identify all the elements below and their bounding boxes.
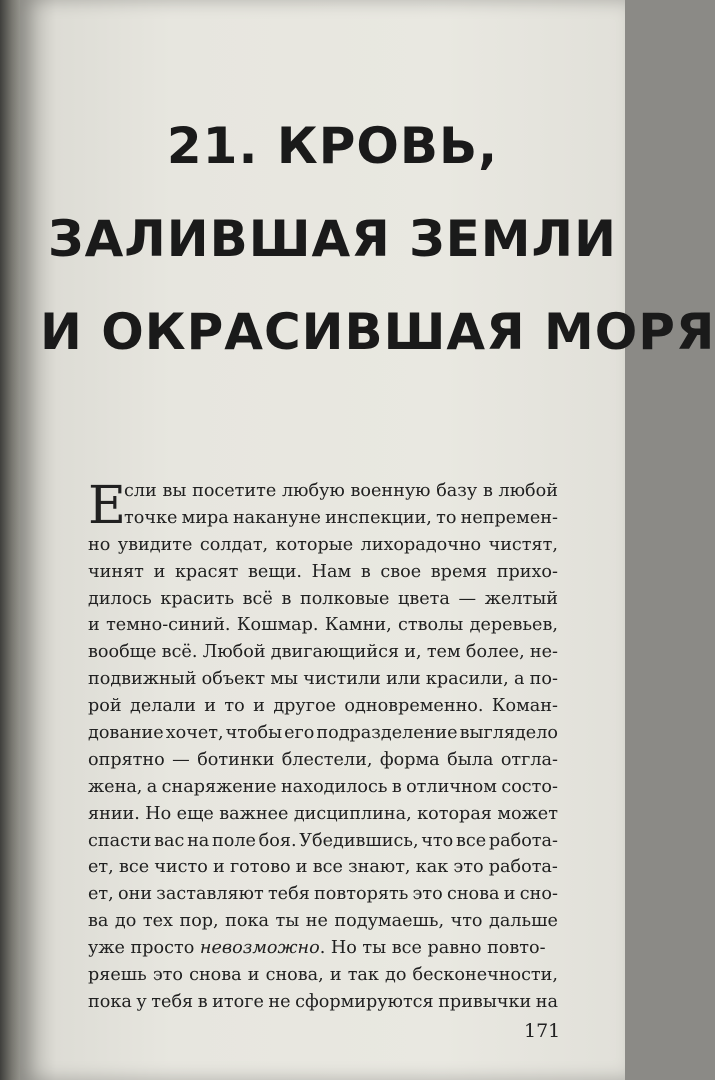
word: на (187, 830, 210, 851)
word: в (197, 991, 208, 1012)
chapter-title (40, 100, 715, 379)
text-line (88, 666, 558, 693)
word: и (204, 696, 216, 717)
word: тебя (151, 991, 194, 1012)
word: все (118, 857, 150, 878)
word: отгла- (500, 749, 558, 770)
word: у (136, 991, 147, 1012)
text-line (88, 559, 558, 586)
word: цвета (398, 588, 450, 609)
word: Но (145, 803, 172, 824)
word: тебя (267, 884, 310, 905)
word: работа- (488, 857, 558, 878)
word: привычки (438, 991, 532, 1012)
word: военную (350, 481, 431, 501)
word: бесконечности, (412, 965, 558, 986)
word: а (146, 776, 158, 797)
word: боя. (258, 830, 297, 851)
word: в (360, 561, 371, 582)
text-line (88, 532, 558, 559)
word: ботинки (197, 749, 275, 770)
text-line (88, 747, 558, 774)
word: хочет, (165, 723, 224, 744)
word: находилось (280, 776, 388, 797)
word: ва (88, 911, 109, 932)
word: это (152, 965, 183, 986)
word: все (455, 830, 487, 851)
word: полковые (299, 588, 390, 609)
word: всё. (161, 642, 198, 663)
word: это (412, 884, 443, 905)
word: и, (404, 642, 422, 663)
word: делали (130, 696, 196, 717)
text-line (88, 693, 558, 720)
word: поле (212, 830, 256, 851)
page-number: 171 (524, 1020, 561, 1042)
text-line-with-emphasis (88, 935, 558, 962)
text-line (88, 612, 558, 639)
word: в (391, 776, 402, 797)
word: так (347, 965, 379, 986)
word: Нам (311, 561, 352, 582)
word: форма (379, 749, 440, 770)
drop-cap: Е (88, 476, 126, 536)
word: красили, (425, 669, 509, 690)
word: важнее (219, 803, 289, 824)
word: — (172, 749, 190, 770)
word: как (415, 857, 449, 878)
word: мы (270, 669, 299, 690)
word: подразделение (316, 723, 458, 744)
word: была (447, 749, 494, 770)
text-segment: уже просто (88, 938, 200, 959)
word: деревьев, (469, 615, 558, 636)
word: дование (88, 723, 164, 744)
word: чинят (88, 561, 144, 582)
word: снаряжение (161, 776, 277, 797)
word: — (458, 588, 477, 609)
word: в (482, 481, 493, 501)
word: до (114, 911, 137, 932)
chapter-title-line: 21. КРОВЬ, (166, 117, 499, 175)
word: которые (275, 534, 354, 555)
word: что (421, 830, 454, 851)
word: готово (229, 857, 291, 878)
word: сли (124, 481, 157, 501)
word: может (497, 803, 558, 824)
word: посетите (192, 481, 277, 501)
word: базу (436, 481, 478, 501)
word: стволы (398, 615, 464, 636)
text-line (88, 639, 558, 666)
word: вы (162, 481, 187, 501)
word: что (450, 911, 483, 932)
word: отличном (406, 776, 497, 797)
word: пор, (179, 911, 219, 932)
word: темно-синий. (106, 615, 231, 636)
word: чтобы (225, 723, 283, 744)
word: любую (282, 481, 345, 501)
word: точке (124, 507, 178, 528)
word: красят (174, 561, 239, 582)
word: на (535, 991, 558, 1012)
word: опрятно (88, 749, 165, 770)
text-line (88, 908, 558, 935)
word: пока (88, 991, 132, 1012)
word: Камни, (324, 615, 392, 636)
text-line (88, 586, 558, 613)
word: тех (142, 911, 173, 932)
body-text (88, 478, 558, 1016)
word: вас (154, 830, 185, 851)
word: состо- (501, 776, 558, 797)
word: и (247, 965, 260, 986)
word: янии. (88, 803, 140, 824)
word: тем (426, 642, 461, 663)
word: накануне (232, 507, 321, 528)
word: Любой (202, 642, 266, 663)
text-line (88, 828, 558, 855)
word: желтый (484, 588, 558, 609)
word: выглядело (459, 723, 558, 744)
word: дилось (88, 588, 152, 609)
word: и (329, 965, 342, 986)
word: вещи. (248, 561, 303, 582)
word: пока (225, 911, 269, 932)
word: снова (446, 884, 500, 905)
text-line (88, 720, 558, 747)
text-line (88, 989, 558, 1016)
word: красить (160, 588, 235, 609)
word: Коман- (491, 696, 558, 717)
word: не (268, 991, 291, 1012)
word: мира (181, 507, 229, 528)
word: повторять (314, 884, 409, 905)
word: свое (380, 561, 422, 582)
word: знают, (348, 857, 411, 878)
word: итоге (212, 991, 264, 1012)
word: и (88, 615, 100, 636)
word: подумаешь, (334, 911, 445, 932)
word: инспекции, (325, 507, 432, 528)
word: и (153, 561, 166, 582)
word: и (253, 696, 265, 717)
word: сно- (519, 884, 558, 905)
word: двигающийся (270, 642, 400, 663)
word: до (385, 965, 407, 986)
word: снова (189, 965, 242, 986)
text-line (88, 774, 558, 801)
word: рой (88, 696, 122, 717)
word: они (118, 884, 153, 905)
text-line (88, 962, 558, 989)
word: чистят, (488, 534, 558, 555)
word: спасти (88, 830, 152, 851)
text-line (88, 854, 558, 881)
chapter-title-line: ЗАЛИВШАЯ ЗЕМЛИ (48, 210, 617, 268)
word: ряешь (88, 965, 147, 986)
word: всё (242, 588, 273, 609)
word: снова, (265, 965, 324, 986)
word: жена, (88, 776, 143, 797)
text-line (88, 478, 558, 505)
word: и (503, 884, 516, 905)
word: объект (201, 669, 266, 690)
word: которая (417, 803, 492, 824)
word: а (513, 669, 525, 690)
word: ет, (88, 884, 114, 905)
word: но (88, 534, 111, 555)
word: дальше (489, 911, 558, 932)
text-line (88, 505, 558, 532)
text-segment: . Но ты все равно повто- (319, 938, 546, 959)
word: прихо- (496, 561, 558, 582)
word: непремен- (460, 507, 558, 528)
text-line (88, 801, 558, 828)
word: Убедившись, (299, 830, 419, 851)
word: не (305, 911, 328, 932)
word: чисто (154, 857, 208, 878)
word: и (213, 857, 225, 878)
word: это (453, 857, 484, 878)
emphasized-word: невозможно (199, 938, 320, 959)
word: вообще (88, 642, 157, 663)
word: время (430, 561, 488, 582)
word: то (436, 507, 457, 528)
word: чистили (303, 669, 381, 690)
word: ты (275, 911, 300, 932)
word: солдат, (199, 534, 269, 555)
text-line (88, 881, 558, 908)
chapter-title-line: И ОКРАСИВШАЯ МОРЯ (40, 303, 715, 361)
word: не- (529, 642, 558, 663)
word: то (224, 696, 245, 717)
word: его (284, 723, 315, 744)
word: другое (273, 696, 336, 717)
word: лихорадочно (360, 534, 482, 555)
word: по- (529, 669, 558, 690)
word: и (295, 857, 308, 878)
word: еще (176, 803, 214, 824)
word: увидите (117, 534, 193, 555)
word: сформируются (295, 991, 434, 1012)
word: ет, (88, 857, 114, 878)
word: заставляют (156, 884, 264, 905)
word: дисциплина, (293, 803, 412, 824)
word: одновременно. (344, 696, 484, 717)
word: любой (498, 481, 558, 501)
word: в (281, 588, 292, 609)
word: работа- (488, 830, 558, 851)
word: более, (465, 642, 525, 663)
word: или (386, 669, 421, 690)
word: блестели, (281, 749, 373, 770)
word: все (312, 857, 343, 878)
word: Кошмар. (236, 615, 319, 636)
word: подвижный (88, 669, 197, 690)
